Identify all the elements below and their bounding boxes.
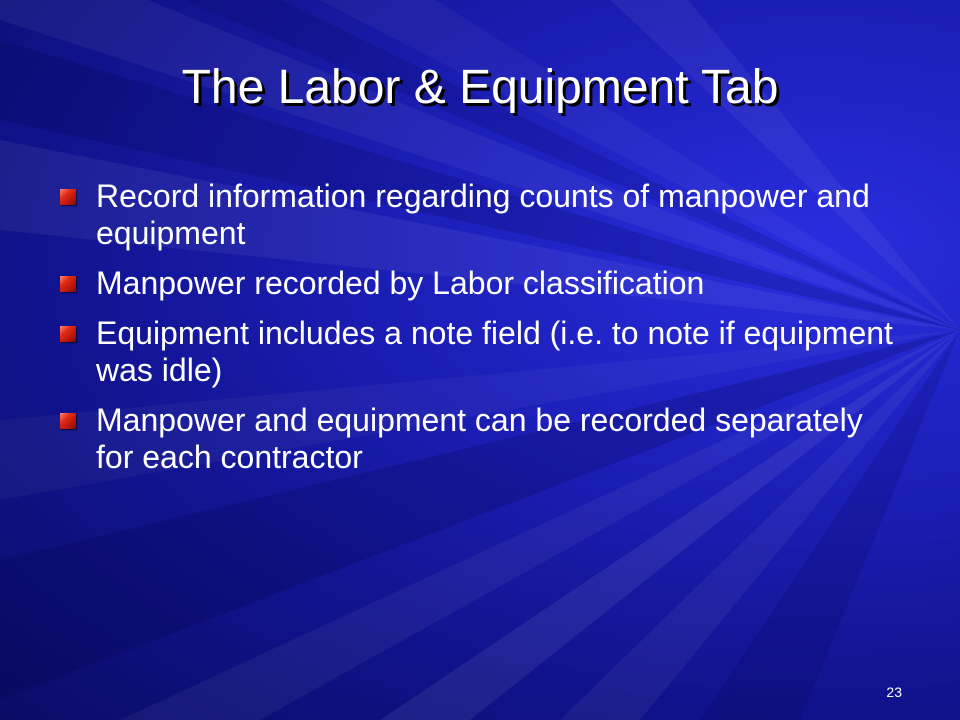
square-bullet-icon bbox=[60, 326, 76, 342]
square-bullet-icon bbox=[60, 413, 76, 429]
bullet-text: Equipment includes a note field (i.e. to note if equipment was idle) bbox=[96, 315, 893, 388]
slide-title: The Labor & Equipment Tab bbox=[181, 61, 779, 114]
square-bullet-icon bbox=[60, 276, 76, 292]
bullet-item bbox=[58, 315, 898, 389]
bullet-item bbox=[58, 265, 898, 302]
bullet-text: Manpower recorded by Labor classification bbox=[96, 265, 705, 301]
bullet-item bbox=[58, 402, 898, 476]
bullet-text: Record information regarding counts of manpower and equipment bbox=[96, 178, 870, 251]
square-bullet-icon bbox=[60, 189, 76, 205]
page-number: 23 bbox=[886, 684, 902, 700]
bullet-item bbox=[58, 178, 898, 252]
bullet-text: Manpower and equipment can be recorded separately for each contractor bbox=[96, 402, 863, 475]
bullet-list bbox=[58, 178, 898, 489]
